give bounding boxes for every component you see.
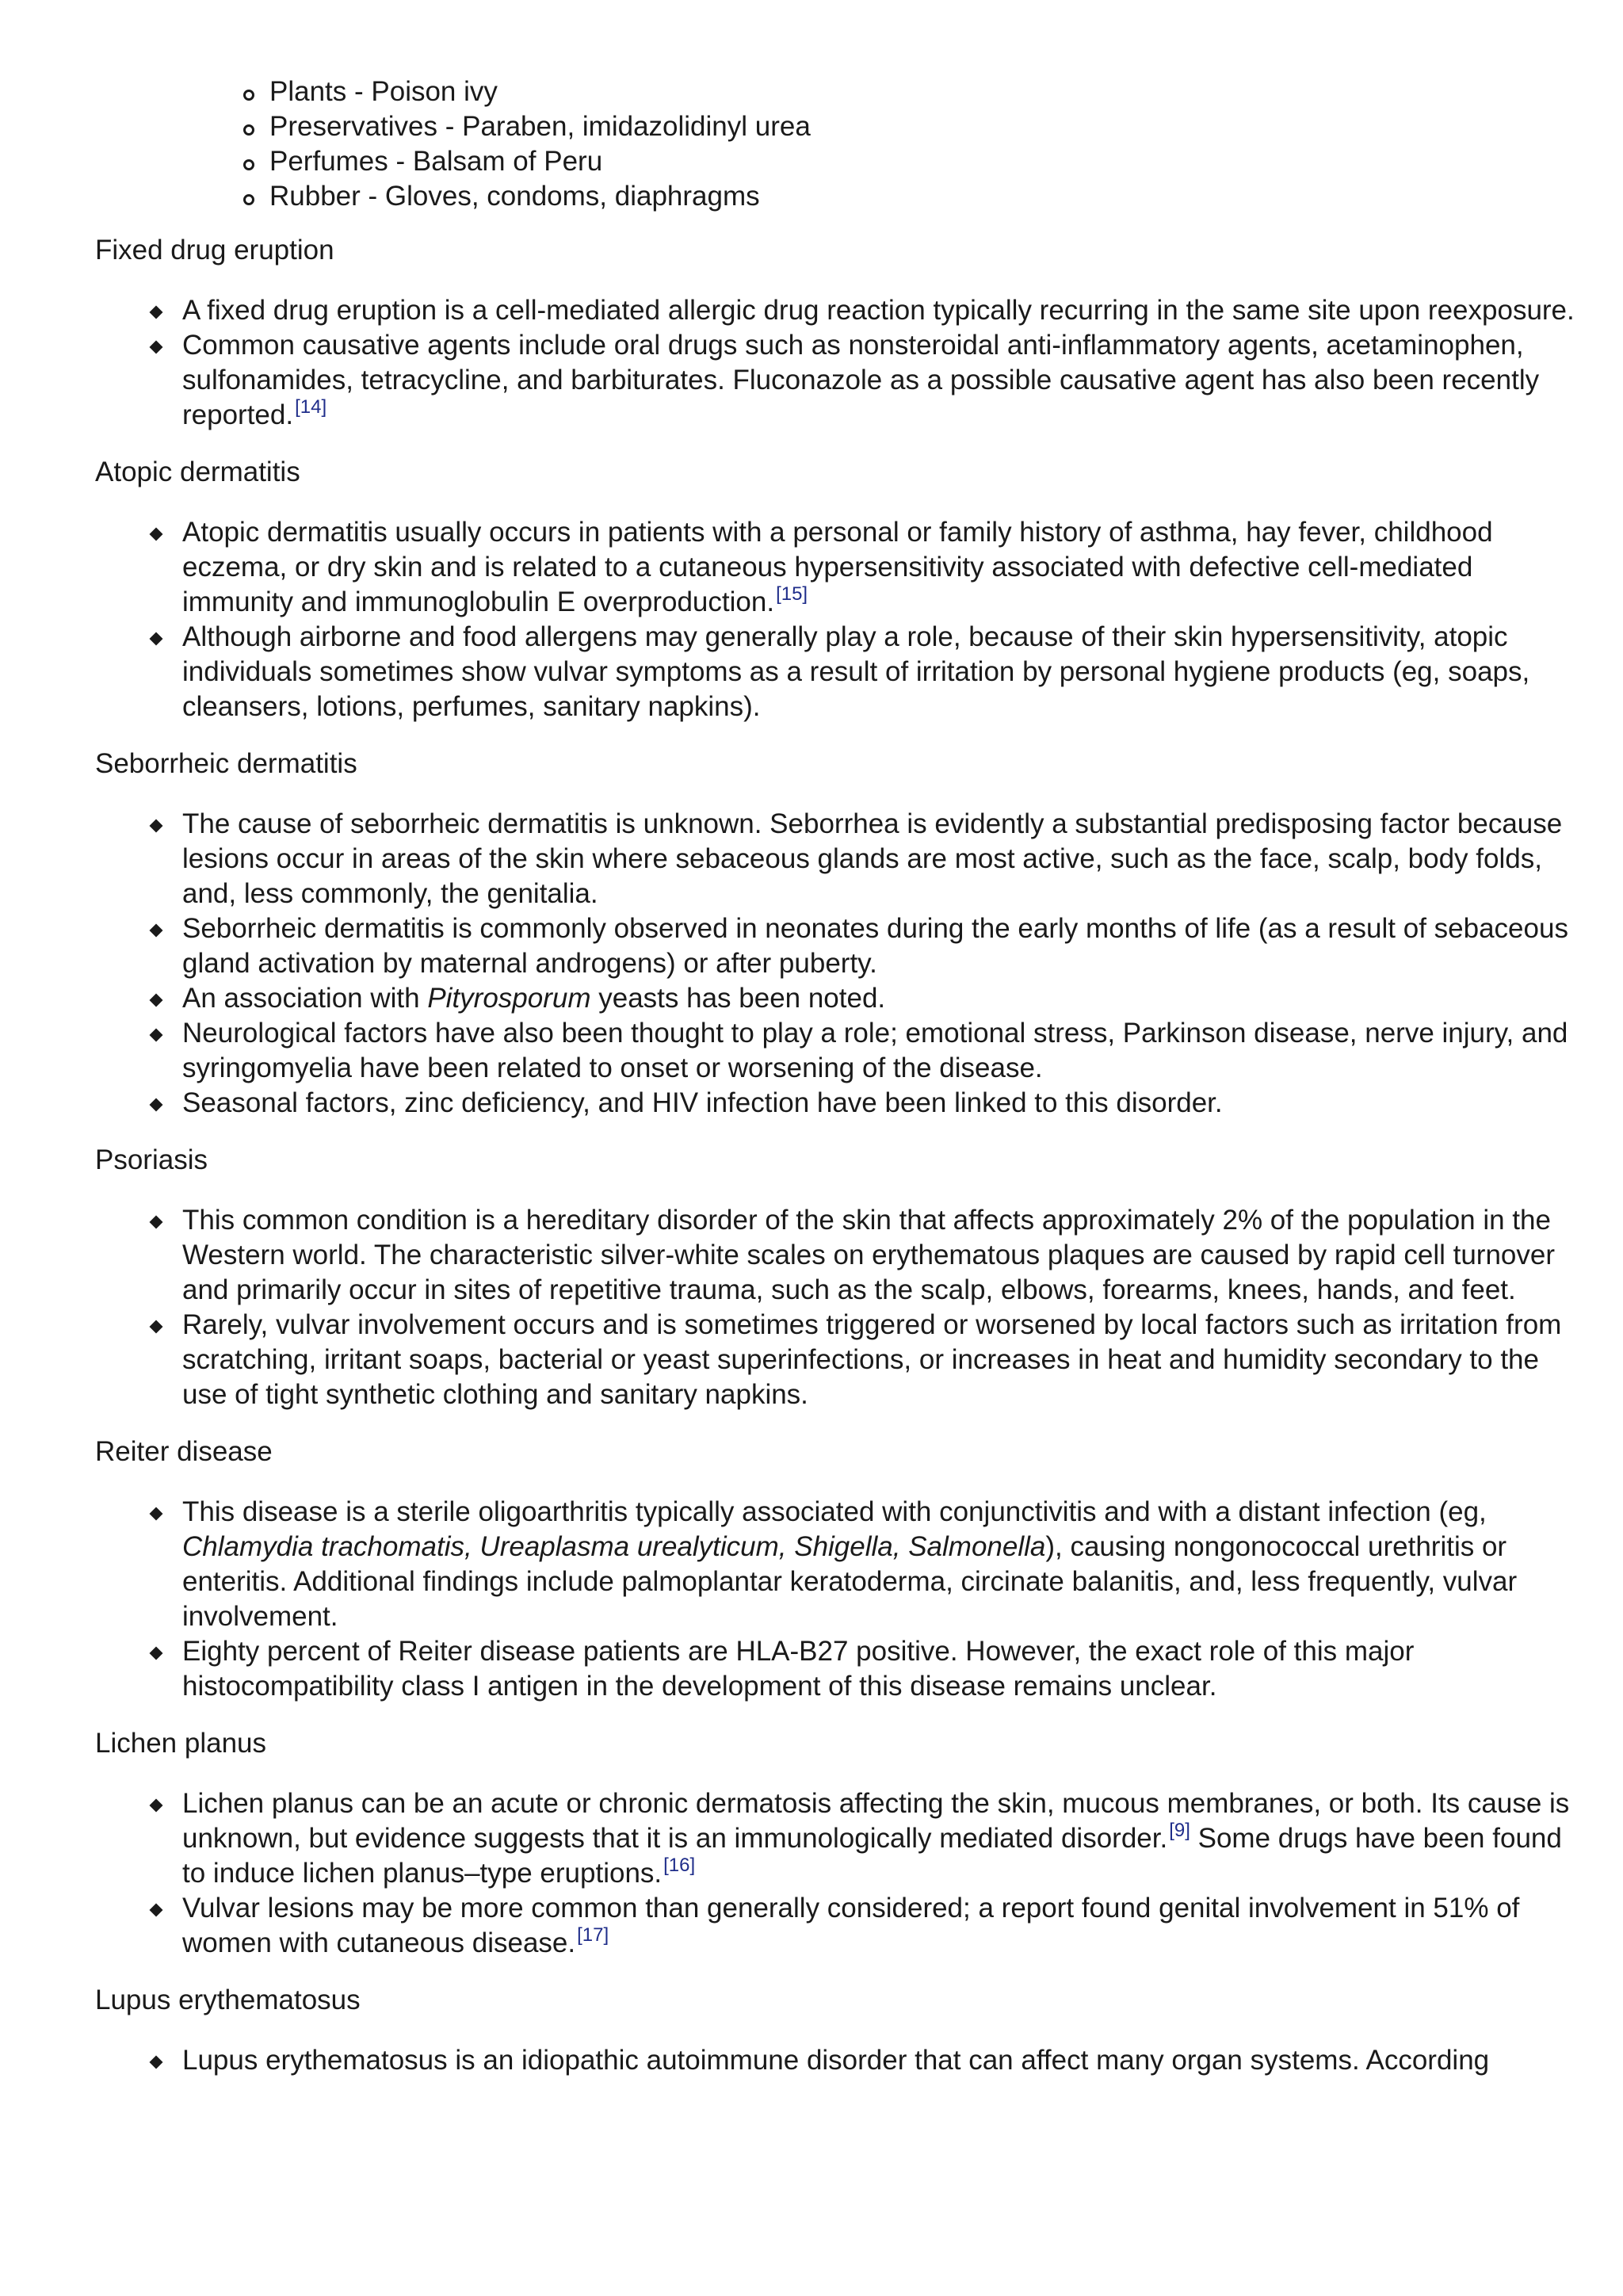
list-item bbox=[182, 1308, 1575, 1412]
seborrheic-dermatitis-list bbox=[95, 807, 1575, 1121]
bullet-text: An association with bbox=[182, 983, 428, 1014]
list-item: Preservatives - Paraben, imidazolidinyl urea bbox=[269, 109, 1575, 144]
bullet-text: Common causative agents include oral drugs such as nonsteroidal anti-inflammatory agents, acetaminophen, sulfonamides, tetracycline, and barbiturates. Fluconazole as a possible causative agent has also been recently reported. bbox=[182, 330, 1540, 430]
bullet-text: Although airborne and food allergens may generally play a role, because of their skin hypersensitivity, atopic individuals sometimes show vulvar symptoms as a result of irritation by personal hygiene products (eg, soaps, cleansers, lotions, perfumes, sanitary napkins). bbox=[182, 621, 1530, 722]
bullet-text: Lichen planus can be an acute or chronic dermatosis affecting the skin, mucous membranes, or both. Its cause is unknown, but evidence suggests that it is an immunologically mediated disorder. bbox=[182, 1788, 1570, 1854]
list-item bbox=[182, 1016, 1575, 1086]
bullet-text: Eighty percent of Reiter disease patients are HLA-B27 positive. However, the exact role of this major histocompatibility class I antigen in the development of this disease remains unclear. bbox=[182, 1636, 1415, 1702]
italic-term: Pityrosporum bbox=[427, 983, 591, 1014]
bullet-text: Rarely, vulvar involvement occurs and is sometimes triggered or worsened by local factors such as irritation from scratching, irritant soaps, bacterial or yeast superinfections, or increases in heat and humidity secondary to the use of tight synthetic clothing and sanitary napkins. bbox=[182, 1309, 1562, 1410]
list-item bbox=[182, 328, 1575, 433]
bullet-text: Vulvar lesions may be more common than generally considered; a report found genital involvement in 51% of women with cutaneous disease. bbox=[182, 1893, 1520, 1958]
list-item: Rubber - Gloves, condoms, diaphragms bbox=[269, 179, 1575, 214]
reference-link[interactable]: [15] bbox=[776, 583, 808, 605]
list-item bbox=[182, 2043, 1575, 2078]
list-item bbox=[182, 1786, 1575, 1891]
list-item bbox=[182, 293, 1575, 328]
section-heading-lichen-planus: Lichen planus bbox=[95, 1728, 266, 1759]
reference-link[interactable]: [17] bbox=[577, 1924, 609, 1946]
list-item: Plants - Poison ivy bbox=[269, 74, 1575, 109]
list-item bbox=[182, 620, 1575, 724]
fixed-drug-eruption-list bbox=[95, 293, 1575, 433]
list-item bbox=[182, 1891, 1575, 1961]
list-item bbox=[182, 981, 1575, 1016]
lupus-erythematosus-list bbox=[95, 2043, 1575, 2078]
section-heading-atopic-dermatitis: Atopic dermatitis bbox=[95, 457, 300, 487]
bullet-text: Atopic dermatitis usually occurs in patients with a personal or family history of asthma, hay fever, childhood eczema, or dry skin and is related to a cutaneous hypersensitivity associated with defective cell-mediated immunity and immunoglobulin E overproduction. bbox=[182, 517, 1493, 617]
list-item bbox=[182, 807, 1575, 911]
list-item bbox=[182, 1086, 1575, 1121]
bullet-text: The cause of seborrheic dermatitis is unknown. Seborrhea is evidently a substantial predisposing factor because lesions occur in areas of the skin where sebaceous glands are most active, such as the face, scalp, body folds, and, less commonly, the genitalia. bbox=[182, 808, 1563, 909]
atopic-dermatitis-list bbox=[95, 515, 1575, 724]
list-item bbox=[182, 911, 1575, 981]
italic-term: Chlamydia trachomatis, Ureaplasma urealyticum, Shigella, Salmonella bbox=[182, 1531, 1046, 1562]
reference-link[interactable]: [14] bbox=[295, 396, 327, 418]
list-item bbox=[182, 1203, 1575, 1308]
bullet-text: yeasts has been noted. bbox=[590, 983, 886, 1014]
list-item bbox=[182, 515, 1575, 620]
allergen-sublist bbox=[95, 74, 1575, 214]
bullet-text: A fixed drug eruption is a cell-mediated allergic drug reaction typically recurring in the same site upon reexposure. bbox=[182, 295, 1575, 326]
reference-link[interactable]: [16] bbox=[663, 1855, 696, 1876]
lichen-planus-list bbox=[95, 1786, 1575, 1961]
bullet-text: Seasonal factors, zinc deficiency, and HIV infection have been linked to this disorder. bbox=[182, 1087, 1223, 1118]
list-item: Perfumes - Balsam of Peru bbox=[269, 144, 1575, 179]
psoriasis-list bbox=[95, 1203, 1575, 1412]
list-item bbox=[182, 1495, 1575, 1634]
bullet-text: This disease is a sterile oligoarthritis typically associated with conjunctivitis and with a distant infection (eg, bbox=[182, 1496, 1487, 1527]
bullet-text: This common condition is a hereditary disorder of the skin that affects approximately 2% of the population in the Western world. The characteristic silver-white scales on erythematous plaques are caused by rapid cell turnover and primarily occur in sites of repetitive trauma, such as the scalp, elbows, forearms, knees, hands, and feet. bbox=[182, 1205, 1556, 1305]
bullet-text: Neurological factors have also been thought to play a role; emotional stress, Parkinson disease, nerve injury, and syringomyelia have been related to onset or worsening of the disease. bbox=[182, 1018, 1568, 1083]
bullet-text: Lupus erythematosus is an idiopathic autoimmune disorder that can affect many organ systems. According bbox=[182, 2045, 1490, 2076]
reiter-disease-list bbox=[95, 1495, 1575, 1704]
reference-link[interactable]: [9] bbox=[1169, 1820, 1190, 1841]
section-heading-seborrheic-dermatitis: Seborrheic dermatitis bbox=[95, 748, 357, 779]
section-heading-fixed-drug-eruption: Fixed drug eruption bbox=[95, 235, 334, 266]
list-item bbox=[182, 1634, 1575, 1704]
bullet-text: Seborrheic dermatitis is commonly observed in neonates during the early months of life (as a result of sebaceous gland activation by maternal androgens) or after puberty. bbox=[182, 913, 1568, 979]
section-heading-reiter-disease: Reiter disease bbox=[95, 1436, 273, 1467]
bullet-text: ), causing nongonococcal urethritis or enteritis. Additional findings include palmoplantar keratoderma, circinate balanitis, and, less frequently, vulvar involvement. bbox=[182, 1531, 1518, 1632]
section-heading-psoriasis: Psoriasis bbox=[95, 1144, 208, 1175]
section-heading-lupus-erythematosus: Lupus erythematosus bbox=[95, 1985, 361, 2015]
bullet-text: Some drugs have been found to induce lichen planus–type eruptions. bbox=[182, 1823, 1562, 1889]
